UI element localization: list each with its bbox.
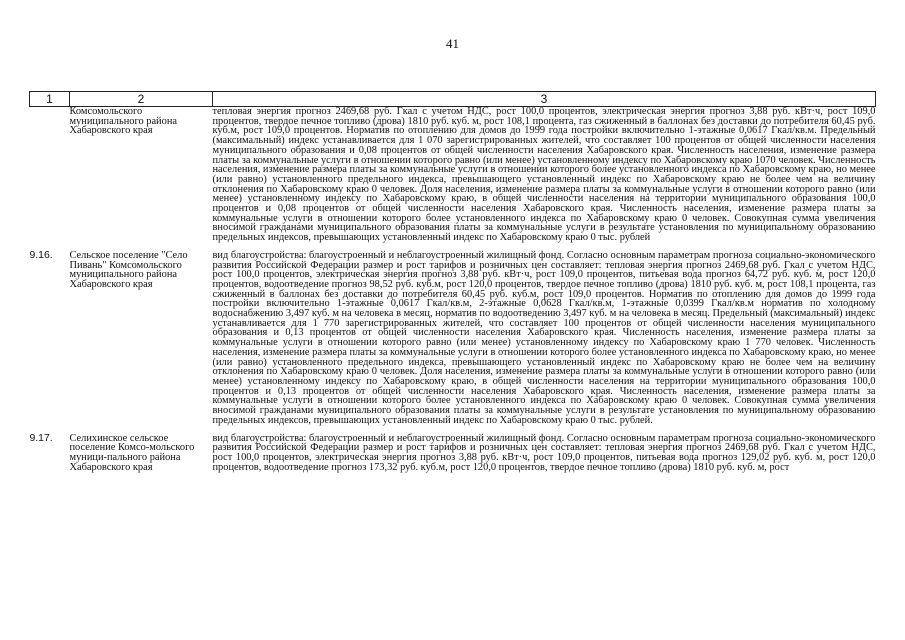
column-header-3: 3 bbox=[213, 92, 876, 107]
column-header-2: 2 bbox=[70, 92, 213, 107]
municipality-name: Комсомольского муниципального района Хабаровского края bbox=[69, 106, 177, 137]
row-description: вид благоустройства: благоустроенный и неблагоустроенный жилищный фонд. Согласно основным параметрам прогноза социально-экономического развития Российской Федерации размер и рост тарифов и розничных цен составляет: тепловая энергия прогноз 2469,68 руб. Гкал с учетом НДС, рост 100,0 процентов, электрическая энергия прогноз 3,88 руб. кВт·ч, рост 109,0 процентов, питьевая вода прогноз 64,72 руб. куб. м, рост 120,0 процентов, водоотведение прогноз 98,52 руб. куб.м, рост 120,0 процентов, твердое печное топливо (дрова) 1810 руб. куб. м, рост 108,1 процента, газ сжиженный в баллонах без доставки до потребителя 60,45 руб. куб.м, рост 109,0 процентов. Норматив по отоплению для домов до 1999 года постройки включительно 1-этажные 0,0617 Гкал/кв.м, 2-этажные 0,0628 Гкал/кв.м, 1-этажные 0,0399 Гкал/кв.м норматив по холодному водоснабжению 3,497 куб. м на человека в месяц, норматив по водоотведению 3,497 куб. м на человека в месяц. Предельный (максимальный) индекс устанавливается для 1 770 зарегистрированных жителей, что составляет 100 процентов от общей численности населения муниципального образования и 0,13 процентов от общей численности населения Хабаровского края. Численность населения, изменение размера платы за коммунальные услуги в отношении которого равно (или менее) установленному индексу по Хабаровскому краю 1 770 человек. Численность населения, изменение размера платы за коммунальные услуги в отношении которого более установленного индекса по Хабаровскому краю, но менее (или равно) установленного предельного индекса, превышающего установленный индекс по Хабаровскому краю не более чем на величину отклонения по Хабаровскому краю 0 человек. Доля населения, изменение размера платы за коммунальные услуги в отношении которого равно (или менее) установленному индексу по Хабаровскому краю, в общей численности населения на территории муниципального образования 100,0 процентов и 0,13 процентов от общей численности населения Хабаровского края. Численность населения, изменение размера платы за коммунальные услуги в отношении которого более установленного индекса по Хабаровскому краю 0 человек. Совокупная сумма увеличения вносимой гражданами муниципального образования платы за коммунальные услуги в результате установления по муниципальному образованию предельных индексов, превышающих установленный индекс по Хабаровскому краю 0 тыс. рублей. bbox=[212, 249, 876, 426]
table-row bbox=[30, 434, 876, 473]
page-number: 41 bbox=[446, 36, 459, 51]
row-number bbox=[30, 107, 70, 243]
row-description: вид благоустройства: благоустроенный и неблагоустроенный жилищный фонд. Согласно основным параметрам прогноза социально-экономического развития Российской Федерации размер и рост тарифов и розничных цен составляет: тепловая энергия прогноз 2469,68 руб. Гкал с учетом НДС, рост 100,0 процентов, электрическая энергия прогноз 3,88 руб. кВт·ч, рост 109,0 процентов, питьевая вода прогноз 129,02 руб. куб. м, рост 120,0 процентов, водоотведение прогноз 173,32 руб. куб.м, рост 120,0 процентов, твердое печное топливо (дрова) 1810 руб. куб. м, рост bbox=[212, 432, 876, 473]
municipality-name: Селихинское сельское поселение Комсо-мольского муници-пального района Хабаровского края bbox=[69, 432, 195, 473]
row-description: тепловая энергия прогноз 2469,68 руб. Гкал с учетом НДС, рост 100,0 процентов, электрическая энергия прогноз 3,88 руб. кВт·ч, рост 109,0 процентов, твердое печное топливо (дрова) 1810 руб. куб. м, рост 108,1 процента, газ сжиженный в баллонах без доставки до потребителя 60,45 руб. куб.м, рост 109,0 процентов. Норматив по отоплению для домов до 1999 года постройки включительно 1-этажные 0,0617 Гкал/кв.м. Предельный (максимальный) индекс устанавливается для 1 070 зарегистрированных жителей, что составляет 100 процентов от общей численности населения муниципального образования и 0,08 процентов от общей численности населения Хабаровского края. Численность населения, изменение размера платы за коммунальные услуги в отношении которого равно (или менее) установленному индексу по Хабаровскому краю 1070 человек. Численность населения, изменение размера платы за коммунальные услуги в отношении которого более установленного индекса по Хабаровскому краю, но менее (или равно) установленного предельного индекса, превышающего установленный индекс по Хабаровскому краю не более чем на величину отклонения по Хабаровскому краю 0 человек. Доля населения, изменение размера платы за коммунальные услуги в отношении которого равно (или менее) установленному индексу по Хабаровскому краю, в общей численности населения на территории муниципального образования 100,0 процентов и 0,08 процентов от общей численности населения Хабаровского края. Численность населения, изменение размера платы за коммунальные услуги в отношении которого более установленного индекса по Хабаровскому краю 0 человек. Совокупная сумма увеличения вносимой гражданами муниципального образования платы за коммунальные услуги в результате установления по муниципальному образованию предельных индексов, превышающих установленный индекс по Хабаровскому краю 0 тыс. рублей bbox=[212, 106, 876, 244]
table-row bbox=[30, 107, 876, 243]
row-number: 9.16. bbox=[29, 249, 53, 261]
table-row bbox=[30, 251, 876, 426]
column-header-1: 1 bbox=[30, 92, 70, 107]
row-number: 9.17. bbox=[29, 432, 53, 444]
table-header-row bbox=[30, 92, 876, 107]
municipality-name: Сельское поселение "Село Пивань" Комсомольского муниципального района Хабаровского края bbox=[69, 249, 188, 290]
tariff-table bbox=[29, 91, 876, 472]
